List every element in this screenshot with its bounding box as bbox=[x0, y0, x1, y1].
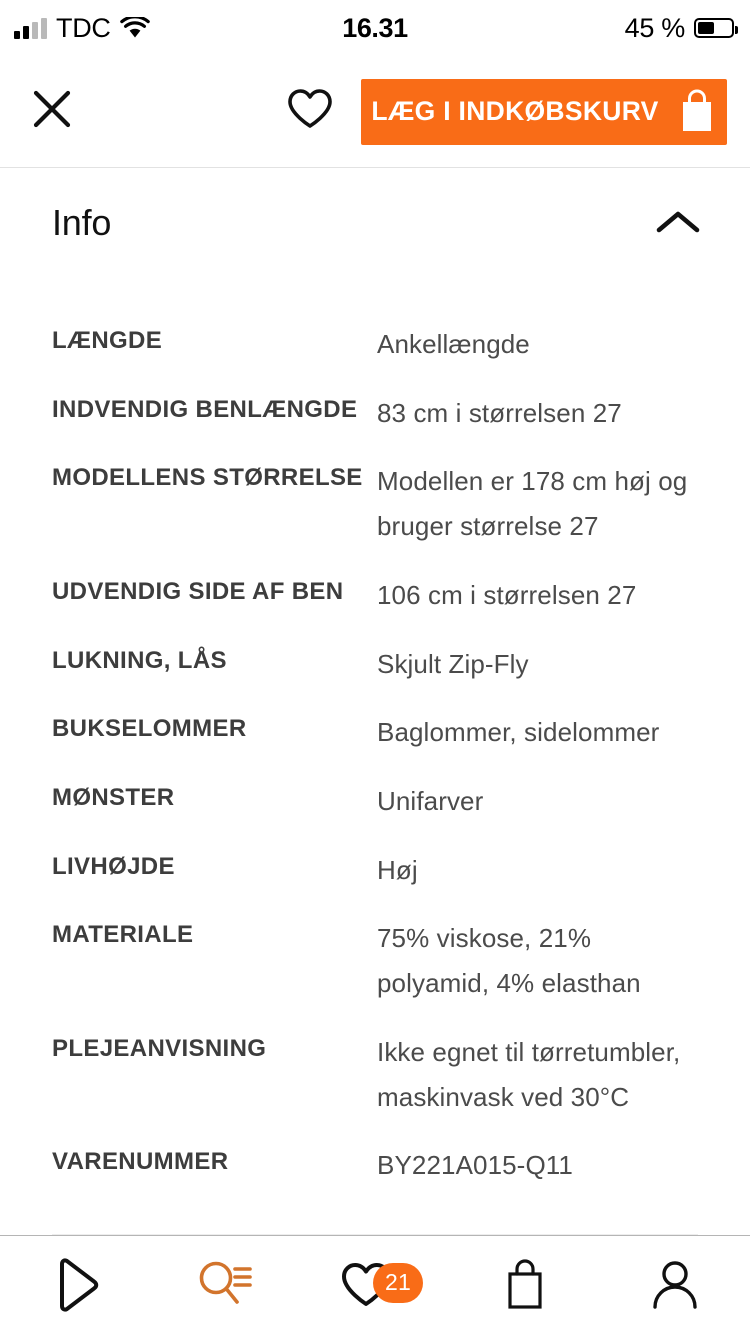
table-row bbox=[52, 322, 698, 367]
spec-label: INDVENDIG BENLÆNGDE bbox=[52, 395, 358, 423]
spec-label: LIVHØJDE bbox=[52, 852, 175, 880]
add-to-cart-label: LÆG I INDKØBSKURV bbox=[371, 96, 659, 126]
spec-value: 106 cm i størrelsen 27 bbox=[377, 579, 637, 610]
nav-item-search[interactable] bbox=[150, 1236, 300, 1334]
spec-value: Ikke egnet til tørretumbler, maskinvask ved 30°C bbox=[377, 1036, 681, 1112]
spec-label: LUKNING, LÅS bbox=[52, 646, 227, 674]
table-row bbox=[52, 1030, 698, 1119]
status-bar-time: 16.31 bbox=[342, 12, 408, 43]
table-row bbox=[52, 848, 698, 893]
spec-label: MODELLENS STØRRELSE bbox=[52, 464, 363, 492]
spec-label: MØNSTER bbox=[52, 784, 175, 812]
info-section bbox=[0, 168, 750, 1235]
spec-value: Unifarver bbox=[377, 786, 484, 817]
carrier-name: TDC bbox=[56, 12, 111, 43]
status-bar-right bbox=[625, 13, 734, 44]
spec-value: Høj bbox=[377, 854, 418, 885]
info-section-header[interactable] bbox=[0, 168, 750, 278]
close-icon bbox=[30, 87, 74, 136]
nav-item-wishlist[interactable] bbox=[300, 1236, 450, 1334]
page-header bbox=[0, 56, 750, 168]
battery-percent-label: 45 % bbox=[624, 12, 685, 43]
wishlist-button[interactable] bbox=[280, 84, 340, 140]
spec-label: MATERIALE bbox=[52, 921, 194, 949]
spec-value: BY221A015-Q11 bbox=[377, 1150, 573, 1181]
spec-label: BUKSELOMMER bbox=[52, 715, 247, 743]
table-row bbox=[52, 1143, 698, 1188]
spec-value: Skjult Zip-Fly bbox=[377, 648, 529, 679]
account-person-icon bbox=[646, 1256, 704, 1314]
home-logo-icon bbox=[44, 1254, 106, 1316]
table-row bbox=[52, 779, 698, 824]
status-bar bbox=[0, 0, 750, 56]
table-row bbox=[52, 916, 698, 1005]
spec-label: LÆNGDE bbox=[52, 327, 163, 354]
spec-value: Ankellængde bbox=[377, 329, 530, 359]
battery-icon bbox=[694, 18, 734, 38]
table-row bbox=[52, 573, 698, 618]
table-row bbox=[52, 459, 698, 548]
spec-value: Baglommer, sidelommer bbox=[377, 717, 660, 748]
wishlist-count-badge: 21 bbox=[373, 1263, 423, 1303]
nav-item-cart[interactable] bbox=[450, 1236, 600, 1334]
search-icon bbox=[194, 1256, 256, 1314]
heart-outline-icon bbox=[286, 87, 334, 136]
shopping-bag-icon bbox=[498, 1256, 552, 1314]
spec-label: UDVENDIG SIDE AF BEN bbox=[52, 577, 344, 605]
chevron-up-icon[interactable] bbox=[654, 199, 702, 247]
nav-item-account[interactable] bbox=[600, 1236, 750, 1334]
spec-label: PLEJEANVISNING bbox=[52, 1034, 267, 1062]
spec-label: VARENUMMER bbox=[52, 1148, 229, 1176]
table-row bbox=[52, 391, 698, 436]
add-to-cart-button[interactable] bbox=[361, 79, 727, 145]
bottom-navigation-bar bbox=[0, 1235, 750, 1334]
spec-value: Modellen er 178 cm høj og bruger størrelse 27 bbox=[377, 466, 688, 542]
page-title: Info bbox=[52, 202, 112, 243]
nav-item-home[interactable] bbox=[0, 1236, 150, 1334]
specification-table bbox=[0, 322, 750, 1188]
shopping-bag-icon bbox=[677, 89, 717, 135]
close-button[interactable] bbox=[24, 84, 80, 140]
table-row bbox=[52, 642, 698, 687]
spec-value: 83 cm i størrelsen 27 bbox=[377, 397, 622, 428]
spec-value: 75% viskose, 21% polyamid, 4% elasthan bbox=[377, 923, 641, 999]
table-row bbox=[52, 710, 698, 755]
